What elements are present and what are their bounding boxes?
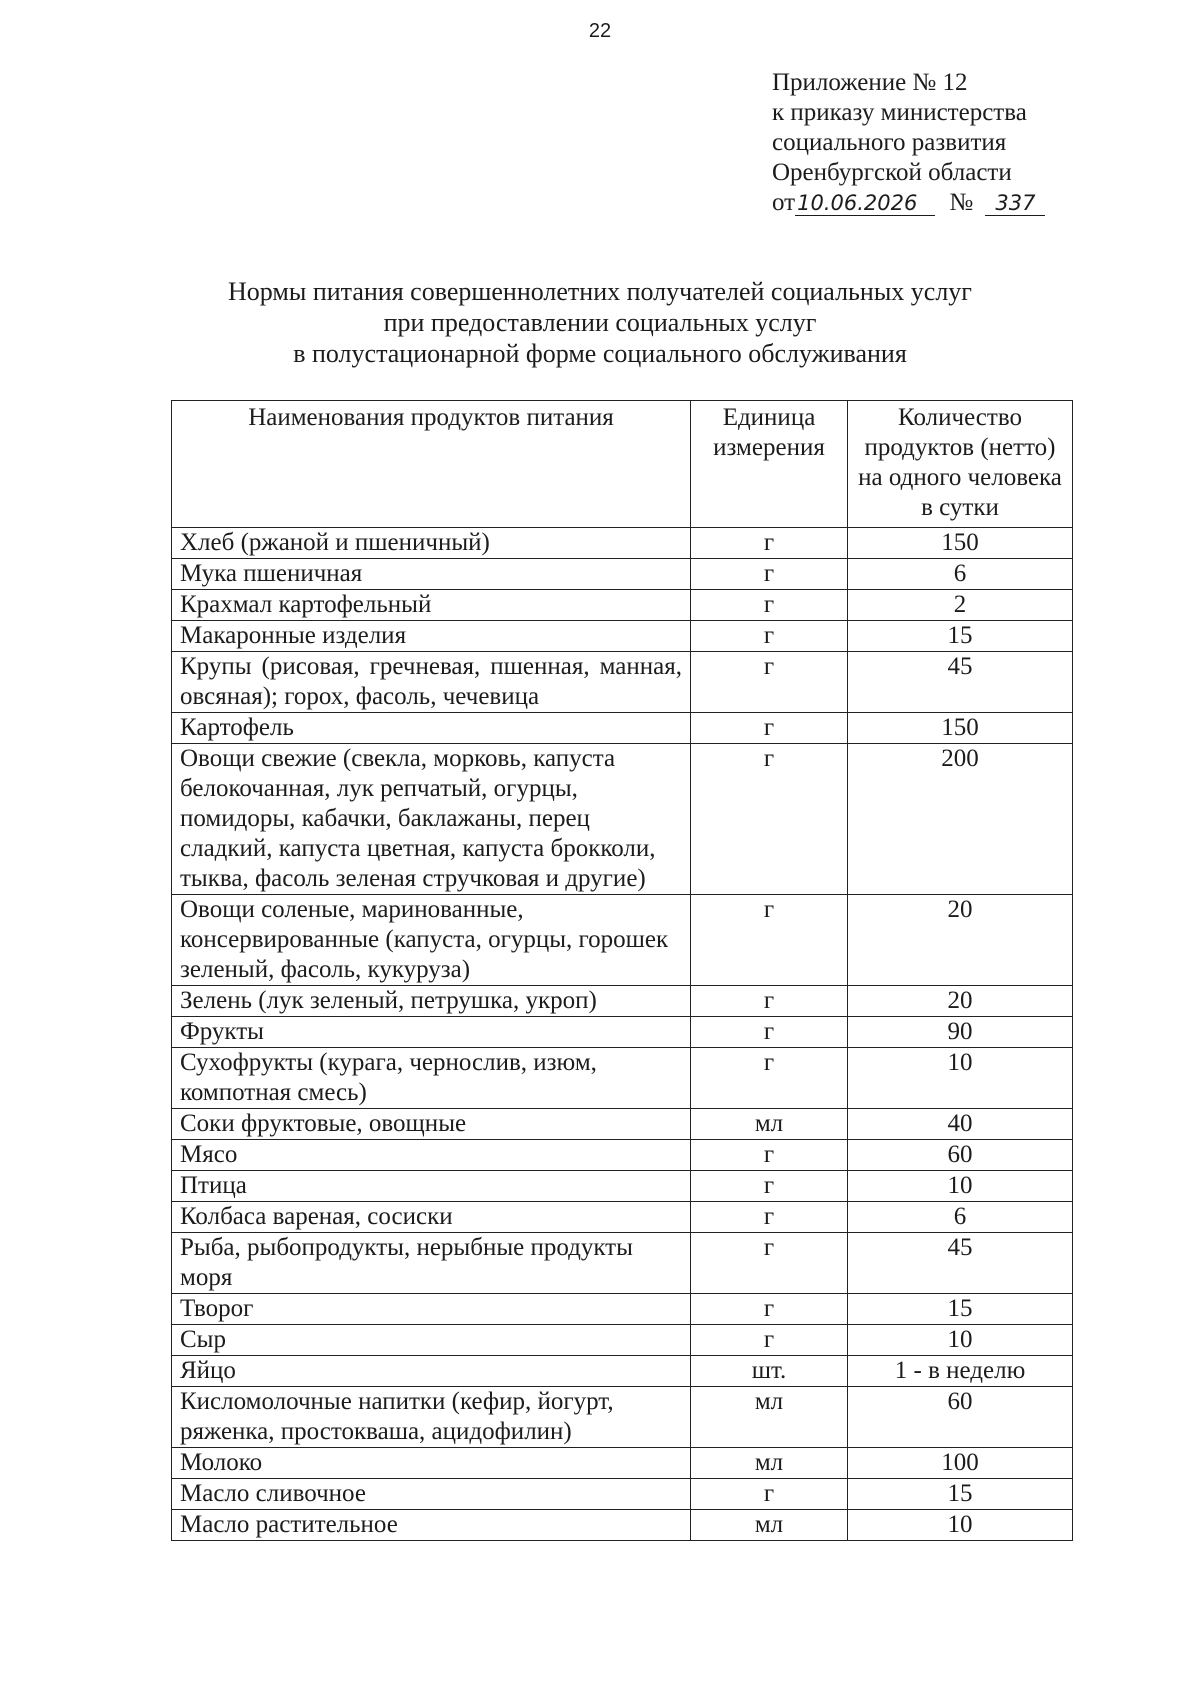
table-row [172, 528, 1073, 559]
header-product-name: Наименования продуктов питания [172, 401, 691, 528]
table-row [172, 713, 1073, 744]
unit-cell: мл [691, 1109, 848, 1140]
handwritten-date: 10.06.2026 [795, 191, 935, 216]
quantity-cell: 15 [848, 621, 1073, 652]
title-line-2: при предоставлении социальных услуг [383, 308, 817, 337]
unit-cell: г [691, 559, 848, 590]
quantity-cell: 6 [848, 1202, 1073, 1233]
product-name-cell: Крахмал картофельный [172, 590, 691, 621]
quantity-cell: 15 [848, 1294, 1073, 1325]
table-row [172, 559, 1073, 590]
product-name-cell: Картофель [172, 713, 691, 744]
product-name-cell: Рыба, рыбопродукты, нерыбные продукты моря [172, 1233, 691, 1294]
quantity-cell: 6 [848, 559, 1073, 590]
appendix-line-1: Приложение № 12 [772, 69, 968, 96]
table-row [172, 1048, 1073, 1109]
quantity-cell: 40 [848, 1109, 1073, 1140]
quantity-cell: 200 [848, 744, 1073, 895]
nutrition-norms-table [171, 400, 1073, 1541]
quantity-cell: 10 [848, 1510, 1073, 1541]
unit-cell: шт. [691, 1356, 848, 1387]
quantity-cell: 10 [848, 1048, 1073, 1109]
quantity-cell: 10 [848, 1171, 1073, 1202]
product-name-cell: Макаронные изделия [172, 621, 691, 652]
unit-cell: г [691, 1294, 848, 1325]
product-name-cell: Масло растительное [172, 1510, 691, 1541]
appendix-line-3: социального развития [772, 129, 1007, 156]
product-name-cell: Фрукты [172, 1017, 691, 1048]
appendix-date-line [772, 188, 1045, 218]
table-row [172, 1325, 1073, 1356]
product-name-cell: Овощи свежие (свекла, морковь, капуста белокочанная, лук репчатый, огурцы, помидоры, кабачки, баклажаны, перец сладкий, капуста цветная, капуста брокколи, тыква, фасоль зеленая стручковая и другие) [172, 744, 691, 895]
table-row [172, 1109, 1073, 1140]
unit-cell: г [691, 1017, 848, 1048]
unit-cell: г [691, 1325, 848, 1356]
title-line-1: Нормы питания совершеннолетних получателей социальных услуг [228, 277, 972, 306]
quantity-cell: 20 [848, 895, 1073, 986]
unit-cell: г [691, 621, 848, 652]
table-row [172, 895, 1073, 986]
table-row [172, 1294, 1073, 1325]
unit-cell: г [691, 1479, 848, 1510]
page-number: 22 [588, 20, 612, 42]
product-name-cell: Зелень (лук зеленый, петрушка, укроп) [172, 986, 691, 1017]
appendix-line-2: к приказу министерства [772, 99, 1027, 126]
table-row [172, 1510, 1073, 1541]
unit-cell: г [691, 1048, 848, 1109]
product-name-cell: Крупы (рисовая, гречневая, пшенная, манная, овсяная); горох, фасоль, чечевица [172, 652, 691, 713]
quantity-cell: 10 [848, 1325, 1073, 1356]
number-prefix: № [949, 189, 974, 216]
quantity-cell: 2 [848, 590, 1073, 621]
unit-cell: мл [691, 1387, 848, 1448]
unit-cell: г [691, 1202, 848, 1233]
unit-cell: г [691, 1171, 848, 1202]
table-row [172, 1017, 1073, 1048]
unit-cell: г [691, 590, 848, 621]
quantity-cell: 100 [848, 1448, 1073, 1479]
unit-cell: г [691, 528, 848, 559]
appendix-header [772, 68, 1045, 218]
product-name-cell: Соки фруктовые, овощные [172, 1109, 691, 1140]
product-name-cell: Сухофрукты (курага, чернослив, изюм, компотная смесь) [172, 1048, 691, 1109]
table-row [172, 1202, 1073, 1233]
unit-cell: г [691, 1140, 848, 1171]
quantity-cell: 45 [848, 1233, 1073, 1294]
quantity-cell: 90 [848, 1017, 1073, 1048]
date-prefix: от [772, 189, 796, 216]
product-name-cell: Хлеб (ржаной и пшеничный) [172, 528, 691, 559]
product-name-cell: Овощи соленые, маринованные, консервированные (капуста, огурцы, горошек зеленый, фасоль, кукуруза) [172, 895, 691, 986]
unit-cell: г [691, 1233, 848, 1294]
quantity-cell: 20 [848, 986, 1073, 1017]
table-row [172, 1448, 1073, 1479]
unit-cell: г [691, 652, 848, 713]
handwritten-number: 337 [985, 191, 1045, 216]
unit-cell: г [691, 986, 848, 1017]
unit-cell: мл [691, 1510, 848, 1541]
table-row [172, 1171, 1073, 1202]
product-name-cell: Мясо [172, 1140, 691, 1171]
table-row [172, 621, 1073, 652]
header-quantity: Количество продуктов (нетто) на одного человека в сутки [848, 401, 1073, 528]
product-name-cell: Молоко [172, 1448, 691, 1479]
table-row [172, 1479, 1073, 1510]
quantity-cell: 45 [848, 652, 1073, 713]
quantity-cell: 150 [848, 713, 1073, 744]
product-name-cell: Масло сливочное [172, 1479, 691, 1510]
table-row [172, 1387, 1073, 1448]
table-header-row [172, 401, 1073, 528]
quantity-cell: 15 [848, 1479, 1073, 1510]
product-name-cell: Кисломолочные напитки (кефир, йогурт, ряженка, простокваша, ацидофилин) [172, 1387, 691, 1448]
table-row [172, 1233, 1073, 1294]
product-name-cell: Сыр [172, 1325, 691, 1356]
product-name-cell: Яйцо [172, 1356, 691, 1387]
quantity-cell: 60 [848, 1140, 1073, 1171]
product-name-cell: Птица [172, 1171, 691, 1202]
quantity-cell: 1 - в неделю [848, 1356, 1073, 1387]
table-row [172, 652, 1073, 713]
unit-cell: г [691, 895, 848, 986]
quantity-cell: 150 [848, 528, 1073, 559]
table-row [172, 590, 1073, 621]
document-title [0, 276, 1200, 369]
title-line-3: в полустационарной форме социального обслуживания [293, 339, 907, 368]
appendix-line-4: Оренбургской области [772, 159, 1012, 186]
header-unit: Единица измерения [691, 401, 848, 528]
unit-cell: г [691, 713, 848, 744]
table-row [172, 1140, 1073, 1171]
table-row [172, 1356, 1073, 1387]
table-body [172, 528, 1073, 1541]
product-name-cell: Творог [172, 1294, 691, 1325]
table-row [172, 986, 1073, 1017]
product-name-cell: Колбаса вареная, сосиски [172, 1202, 691, 1233]
unit-cell: г [691, 744, 848, 895]
quantity-cell: 60 [848, 1387, 1073, 1448]
unit-cell: мл [691, 1448, 848, 1479]
product-name-cell: Мука пшеничная [172, 559, 691, 590]
table-row [172, 744, 1073, 895]
